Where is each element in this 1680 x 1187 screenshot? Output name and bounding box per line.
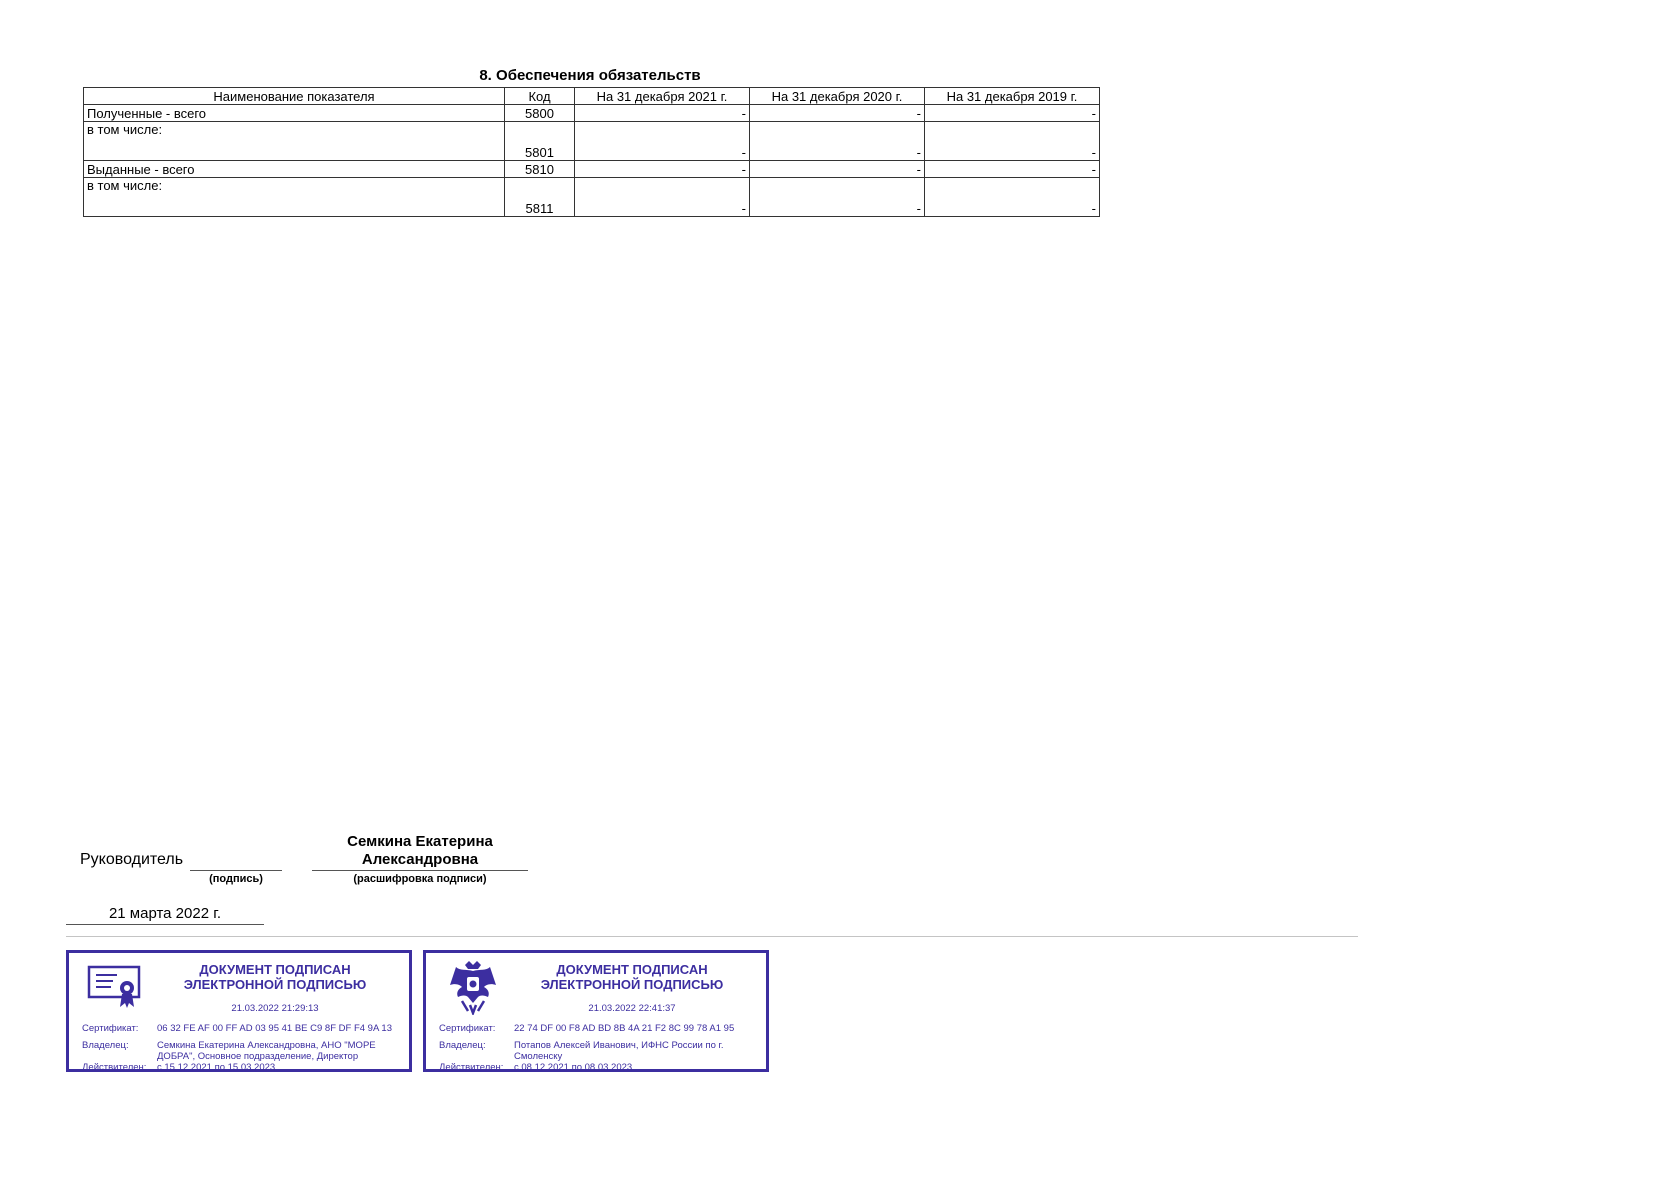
owner-label: Владелец: [439,1040,486,1051]
signature-role-label: Руководитель [80,851,184,868]
name-line [312,870,528,871]
row-value-2020: - [750,122,925,161]
stamp-heading-line2: ЭЛЕКТРОННОЙ ПОДПИСЬЮ [540,977,724,992]
row-code: 5801 [505,122,575,161]
header-2019: На 31 декабря 2019 г. [925,88,1100,105]
row-name: в том числе: [84,178,505,217]
stamp-heading-line1: ДОКУМЕНТ ПОДПИСАН [199,962,351,977]
stamp-heading [175,962,375,992]
table-row [84,105,1100,122]
table-row [84,178,1100,217]
header-code: Код [505,88,575,105]
certificate-label: Сертификат: [82,1023,139,1034]
row-code: 5811 [505,178,575,217]
row-value-2019: - [925,105,1100,122]
header-2020: На 31 декабря 2020 г. [750,88,925,105]
row-name: Полученные - всего [84,105,505,122]
guarantees-table [83,87,1100,217]
row-code: 5800 [505,105,575,122]
signature-caption: (подпись) [209,873,263,885]
header-2021: На 31 декабря 2021 г. [575,88,750,105]
row-value-2021: - [575,122,750,161]
stamp-heading-line1: ДОКУМЕНТ ПОДПИСАН [556,962,708,977]
coat-of-arms-icon [448,959,498,1020]
row-value-2019: - [925,161,1100,178]
certificate-value: 22 74 DF 00 F8 AD BD 8B 4A 21 F2 8C 99 78 A1 95 [514,1023,735,1034]
row-value-2019: - [925,178,1100,217]
name-caption: (расшифровка подписи) [353,873,487,885]
table-row [84,161,1100,178]
certificate-value: 06 32 FE AF 00 FF AD 03 95 41 BE C9 8F DF F4 9A 13 [157,1023,392,1034]
signatory-name [312,833,528,869]
row-value-2021: - [575,161,750,178]
validity-value: с 08.12.2021 по 08.03.2023 [514,1062,633,1073]
row-value-2020: - [750,161,925,178]
table-row [84,122,1100,161]
validity-label: Действителен: [82,1062,147,1073]
signatory-name-line2: Александровна [361,851,479,868]
row-value-2020: - [750,178,925,217]
stamp-datetime: 21.03.2022 22:41:37 [588,1003,676,1014]
signature-date: 21 марта 2022 г. [108,905,222,922]
stamp-heading [532,962,732,992]
divider [66,936,1358,937]
owner-label: Владелец: [82,1040,129,1051]
table-header-row [84,88,1100,105]
date-line [66,924,264,925]
certificate-icon [87,963,145,1016]
row-name: в том числе: [84,122,505,161]
row-value-2021: - [575,105,750,122]
validity-value: с 15.12.2021 по 15.03.2023 [157,1062,276,1073]
row-value-2021: - [575,178,750,217]
signatory-name-line1: Семкина Екатерина [347,833,493,850]
e-signature-stamp [66,950,412,1072]
signature-line [190,870,282,871]
owner-value: Семкина Екатерина Александровна, АНО "МОРЕ ДОБРА", Основное подразделение, Директор [157,1040,376,1062]
validity-label: Действителен: [439,1062,504,1073]
row-value-2019: - [925,122,1100,161]
stamp-datetime: 21.03.2022 21:29:13 [231,1003,319,1014]
owner-value: Потапов Алексей Иванович, ИФНС России по г. Смоленску [514,1040,724,1062]
section-title: 8. Обеспечения обязательств [479,67,701,84]
certificate-label: Сертификат: [439,1023,496,1034]
row-code: 5810 [505,161,575,178]
row-value-2020: - [750,105,925,122]
header-indicator: Наименование показателя [84,88,505,105]
row-name: Выданные - всего [84,161,505,178]
stamp-heading-line2: ЭЛЕКТРОННОЙ ПОДПИСЬЮ [183,977,367,992]
e-signature-stamp [423,950,769,1072]
